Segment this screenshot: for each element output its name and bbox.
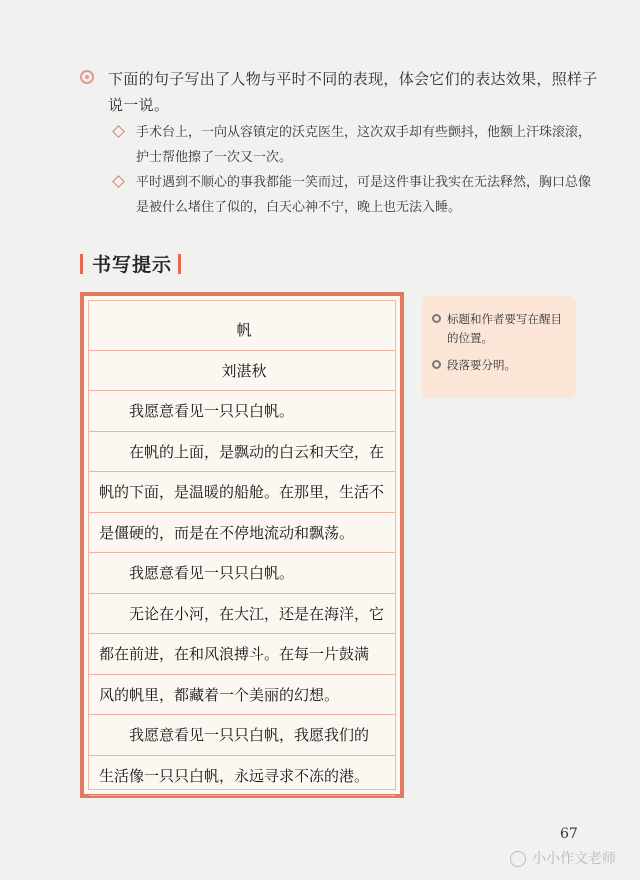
essay-line: 风的帆里，都藏着一个美丽的幻想。	[99, 685, 340, 704]
essay-line: 是僵硬的，而是在不停地流动和飘荡。	[99, 523, 355, 542]
writing-tips-box	[422, 296, 576, 398]
essay-line: 我愿意看见一只只白帆。	[129, 564, 295, 582]
essay-line: 都在前进，在和风浪搏斗。在每一片鼓满	[99, 645, 370, 663]
paper-rule-line	[89, 795, 395, 796]
paper-rule-line	[89, 552, 395, 553]
paper-rule-line	[89, 593, 395, 594]
tip-bullet-icon	[432, 314, 441, 323]
tip-bullet-icon	[432, 360, 441, 369]
heading-bar-left	[80, 254, 83, 274]
watermark-text: 小小作文老师	[532, 851, 616, 867]
paper-rule-line	[89, 431, 395, 432]
handwriting-sample-paper	[80, 292, 404, 798]
tip-text: 标题和作者要写在醒目的位置。	[447, 312, 562, 345]
essay-line: 我愿意看见一只只白帆。	[129, 402, 295, 420]
paper-rule-line	[89, 674, 395, 675]
essay-line: 无论在小河，在大江，还是在海洋，它	[129, 604, 385, 623]
exercise-bullet-icon	[80, 70, 94, 84]
paper-rule-line	[89, 350, 395, 351]
essay-line: 生活像一只只白帆，永远寻求不冻的港。	[99, 766, 370, 785]
tip-text: 段落要分明。	[447, 358, 516, 372]
heading-bar-right	[178, 254, 181, 274]
essay-line: 在帆的上面，是飘动的白云和天空，在	[129, 442, 385, 461]
essay-author: 刘湛秋	[221, 361, 267, 380]
essay-line: 我愿意看见一只只白帆，我愿我们的	[129, 726, 370, 744]
paper-rule-line	[89, 390, 395, 391]
essay-line: 帆的下面，是温暖的船舱。在那里，生活不	[99, 483, 385, 501]
watermark-logo-icon	[510, 851, 526, 867]
example-sentence-text: 手术台上，一向从容镇定的沃克医生，这次双手却有些颤抖，他额上汗珠滚滚，护士帮他擦了一次又一次。	[136, 125, 592, 165]
paper-rule-line	[89, 471, 395, 472]
paper-rule-line	[89, 633, 395, 634]
paper-rule-line	[89, 755, 395, 756]
diamond-bullet-icon	[112, 175, 125, 188]
ruled-paper	[88, 300, 396, 790]
diamond-bullet-icon	[112, 125, 125, 138]
essay-title: 帆	[236, 321, 252, 339]
paper-rule-line	[89, 714, 395, 715]
example-sentence-text: 平时遇到不顺心的事我都能一笑而过，可是这件事让我实在无法释然，胸口总像是被什么堵住了似的，白天心神不宁，晚上也无法入睡。	[136, 175, 592, 215]
page-number: 67	[560, 826, 578, 842]
paper-rule-line	[89, 512, 395, 513]
section-heading-text: 书写提示	[92, 254, 173, 276]
exercise-instruction: 下面的句子写出了人物与平时不同的表现，体会它们的表达效果，照样子说一说。	[108, 70, 598, 114]
